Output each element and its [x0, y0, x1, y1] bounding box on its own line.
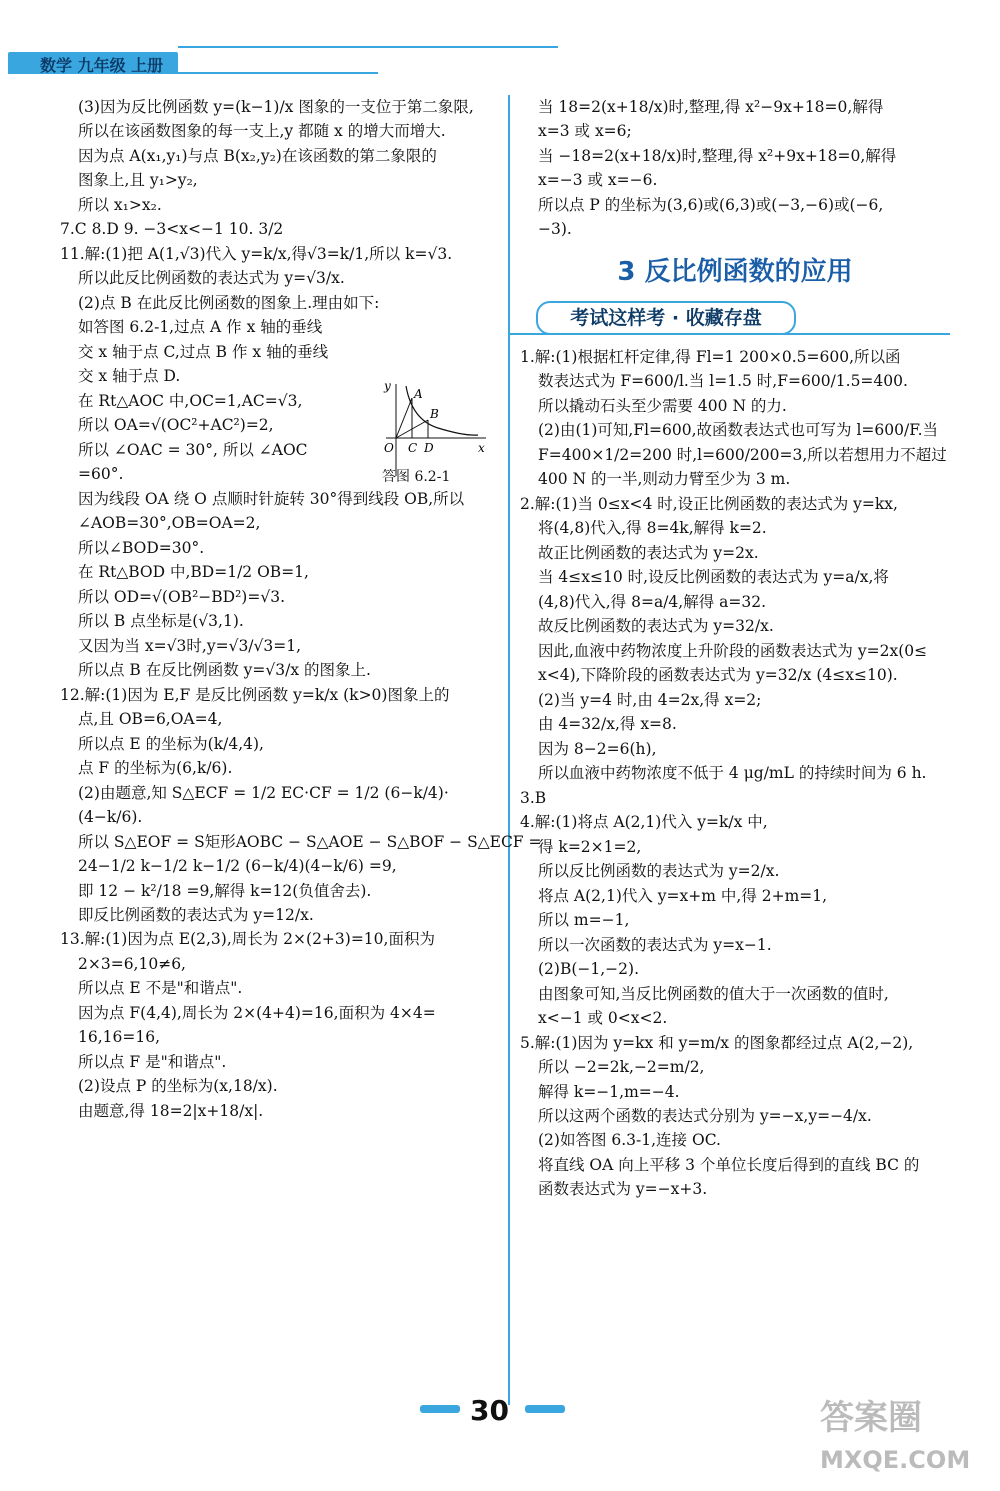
label-a: A — [414, 387, 423, 401]
column-divider — [508, 95, 510, 1405]
text-line: 函数表达式为 y=−x+3. — [538, 1180, 708, 1199]
text-line: 得 k=2×1=2, — [538, 837, 642, 856]
book-title: 数学 九年级 上册 — [40, 56, 164, 75]
text-line: 如答图 6.2-1,过点 A 作 x 轴的垂线 — [78, 318, 323, 337]
text-line: 故正比例函数的表达式为 y=2x. — [538, 543, 759, 562]
watermark-url: MXQE.COM — [820, 1446, 971, 1474]
text-line: 因为点 F(4,4),周长为 2×(4+4)=16,面积为 4×4= — [78, 1003, 436, 1022]
text-line: 解得 k=−1,m=−4. — [538, 1082, 680, 1101]
text-line: (2)如答图 6.3-1,连接 OC. — [538, 1131, 721, 1150]
text-line: x<−1 或 0<x<2. — [538, 1009, 668, 1028]
text-line: 数表达式为 F=600/l.当 l=1.5 时,F=600/1.5=400. — [538, 372, 908, 391]
text-line: 图象上,且 y₁>y₂, — [78, 171, 198, 190]
text-line: 5.解:(1)因为 y=kx 和 y=m/x 的图象都经过点 A(2,−2), — [520, 1033, 914, 1052]
text-line: 所以 m=−1, — [538, 911, 630, 930]
text-line: 所以在该函数图象的每一支上,y 都随 x 的增大而增大. — [78, 122, 446, 141]
text-line: 交 x 轴于点 C,过点 B 作 x 轴的垂线 — [78, 342, 329, 361]
page-number-deco-left — [420, 1405, 460, 1413]
text-line: 当 18=2(x+18/x)时,整理,得 x²−9x+18=0,解得 — [538, 98, 884, 116]
text-line: 7.C 8.D 9. −3<x<−1 10. 3/2 — [60, 220, 284, 239]
text-line: (2)由(1)可知,Fl=600,故函数表达式也可写为 l=600/F.当 — [538, 421, 938, 440]
header-rule-top — [178, 46, 558, 48]
label-y: y — [384, 380, 391, 393]
text-line: 故反比例函数的表达式为 y=32/x. — [538, 617, 774, 636]
text-line: 点,且 OB=6,OA=4, — [78, 710, 223, 729]
text-line: 因为点 A(x₁,y₁)与点 B(x₂,y₂)在该函数的第二象限的 — [78, 146, 437, 165]
figure-6-2-1 — [378, 380, 488, 480]
text-line: 由图象可知,当反比例函数的值大于一次函数的值时, — [538, 984, 889, 1003]
text-line: 2×3=6,10≠6, — [78, 954, 186, 973]
text-line: (4,8)代入,得 8=a/4,解得 a=32. — [538, 592, 767, 611]
segment-oa — [396, 398, 412, 438]
label-x: x — [478, 441, 485, 455]
label-d: D — [424, 441, 434, 455]
text-line: 所以点 E 不是"和谐点". — [78, 979, 243, 998]
text-line: 将点 A(2,1)代入 y=x+m 中,得 2+m=1, — [538, 886, 828, 905]
text-line: 点 F 的坐标为(6,k/6). — [78, 759, 233, 778]
text-line: 4.解:(1)将点 A(2,1)代入 y=k/x 中, — [520, 813, 768, 832]
label-o: O — [384, 441, 394, 455]
text-line: (2)当 y=4 时,由 4=2x,得 x=2; — [538, 690, 762, 709]
text-line: 所以∠BOD=30°. — [78, 538, 205, 557]
text-line: (2)由题意,知 S△ECF = 1/2 EC·CF = 1/2 (6−k/4)· — [78, 783, 449, 802]
text-line: ∠AOB=30°,OB=OA=2, — [78, 514, 261, 533]
text-line: 所以 S△EOF = S矩形AOBC − S△AOE − S△BOF − S△ECF = — [78, 832, 542, 851]
banner-rule — [510, 333, 950, 335]
text-line: 400 N 的一半,则动力臂至少为 3 m. — [538, 470, 791, 489]
text-line: 在 Rt△BOD 中,BD=1/2 OB=1, — [78, 563, 309, 582]
text-line: 将(4,8)代入,得 8=4k,解得 k=2. — [538, 519, 767, 538]
text-line: (2)设点 P 的坐标为(x,18/x). — [78, 1077, 278, 1096]
text-line: 24−1/2 k−1/2 k−1/2 (6−k/4)(4−k/6) =9, — [78, 857, 397, 876]
text-line: 16,16=16, — [78, 1028, 161, 1047]
text-line: 当 −18=2(x+18/x)时,整理,得 x²+9x+18=0,解得 — [538, 146, 897, 165]
right-top-block — [520, 95, 950, 242]
text-line: 所以血液中药物浓度不低于 4 μg/mL 的持续时间为 6 h. — [538, 764, 927, 783]
text-line: 交 x 轴于点 D. — [78, 367, 181, 386]
text-line: 所以一次函数的表达式为 y=x−1. — [538, 935, 772, 954]
label-c: C — [408, 441, 418, 455]
text-line: 12.解:(1)因为 E,F 是反比例函数 y=k/x (k>0)图象上的 — [60, 685, 450, 704]
text-line: 所以反比例函数的表达式为 y=2/x. — [538, 862, 780, 881]
text-line: 即 12 − k²/18 =9,解得 k=12(负值舍去). — [78, 881, 372, 900]
banner-label: 考试这样考 · 收藏存盘 — [536, 301, 796, 335]
text-line: 在 Rt△AOC 中,OC=1,AC=√3, — [78, 391, 303, 410]
text-line: x<4),下降阶段的函数表达式为 y=32/x (4≤x≤10). — [538, 666, 898, 685]
text-line: 所以点 E 的坐标为(k/4,4), — [78, 734, 264, 753]
text-line: 1.解:(1)根据杠杆定律,得 Fl=1 200×0.5=600,所以函 — [520, 347, 901, 366]
text-line: 所以点 P 的坐标为(3,6)或(6,3)或(−3,−6)或(−6, — [538, 195, 884, 214]
text-line: 所以 −2=2k,−2=m/2, — [538, 1058, 705, 1077]
text-line: 3.B — [520, 788, 547, 807]
text-line: 当 4≤x≤10 时,设反比例函数的表达式为 y=a/x,将 — [538, 568, 889, 587]
text-line: 由 4=32/x,得 x=8. — [538, 715, 677, 734]
text-line: x=3 或 x=6; — [538, 122, 632, 141]
text-line: =60°. — [78, 465, 124, 484]
page-number-deco-right — [525, 1405, 565, 1413]
text-line: 将直线 OA 向上平移 3 个单位长度后得到的直线 BC 的 — [538, 1155, 920, 1174]
text-line: 所以撬动石头至少需要 400 N 的力. — [538, 396, 787, 415]
text-line: 所以 OD=√(OB²−BD²)=√3. — [78, 587, 286, 606]
text-line: 11.解:(1)把 A(1,√3)代入 y=k/x,得√3=k/1,所以 k=√3. — [60, 244, 453, 263]
banner — [510, 301, 950, 337]
text-line: 因为线段 OA 绕 O 点顺时针旋转 30°得到线段 OB,所以 — [78, 489, 465, 508]
text-line: 所以 ∠OAC = 30°, 所以 ∠AOC — [78, 440, 308, 459]
right-column — [520, 95, 950, 1202]
text-line: F=400×1/2=200 时,l=600/200=3,所以若想用力不超过 — [538, 445, 947, 464]
text-line: 13.解:(1)因为点 E(2,3),周长为 2×(2+3)=10,面积为 — [60, 930, 435, 949]
text-line: 所以这两个函数的表达式分别为 y=−x,y=−4/x. — [538, 1107, 872, 1125]
text-line: 由题意,得 18=2|x+18/x|. — [78, 1101, 264, 1120]
text-line: 因此,血液中药物浓度上升阶段的函数表达式为 y=2x(0≤ — [538, 641, 928, 660]
text-line: 所以 x₁>x₂. — [78, 195, 162, 214]
section-title: 3 反比例函数的应用 — [617, 256, 853, 287]
right-main-block — [520, 345, 950, 1202]
figure-caption: 答图 6.2-1 — [382, 469, 451, 485]
text-line: (2)点 B 在此反比例函数的图象上.理由如下: — [78, 293, 380, 312]
text-line: 所以点 B 在反比例函数 y=√3/x 的图象上. — [78, 661, 371, 680]
text-line: −3). — [538, 220, 572, 239]
text-line: 所以点 F 是"和谐点". — [78, 1052, 227, 1071]
text-line: 即反比例函数的表达式为 y=12/x. — [78, 905, 314, 924]
text-line: 2.解:(1)当 0≤x<4 时,设正比例函数的表达式为 y=kx, — [520, 494, 898, 513]
text-line: 因为 8−2=6(h), — [538, 739, 657, 758]
text-line: x=−3 或 x=−6. — [538, 171, 658, 190]
label-b: B — [430, 407, 439, 421]
text-line: (2)B(−1,−2). — [538, 960, 639, 979]
text-line: 所以 B 点坐标是(√3,1). — [78, 612, 244, 631]
watermark-logo: 答案圈 — [820, 1398, 922, 1438]
text-line: 所以 OA=√(OC²+AC²)=2, — [78, 416, 274, 435]
text-line: (4−k/6). — [78, 808, 143, 827]
text-line: (3)因为反比例函数 y=(k−1)/x 图象的一支位于第二象限, — [78, 98, 474, 116]
page-number: 30 — [470, 1394, 509, 1427]
text-line: 所以此反比例函数的表达式为 y=√3/x. — [78, 269, 345, 288]
text-line: 又因为当 x=√3时,y=√3/√3=1, — [78, 636, 302, 655]
